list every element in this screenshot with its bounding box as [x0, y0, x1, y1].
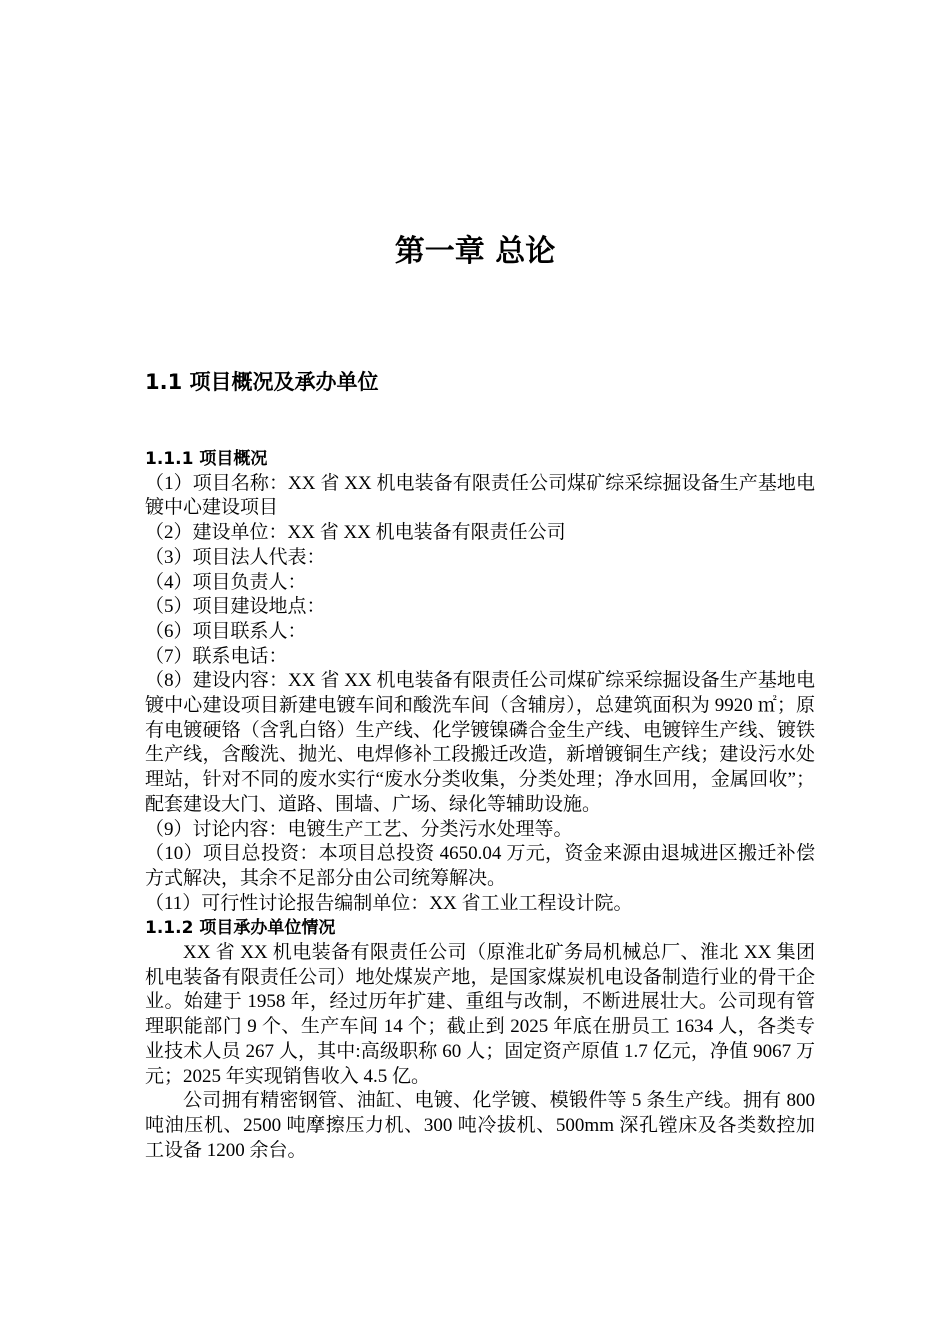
document-body [145, 447, 815, 1163]
company-paragraph: 公司拥有精密钢管、油缸、电镀、化学镀、模锻件等 5 条生产线。拥有 800 吨油压机、2500 吨摩擦压力机、300 吨冷拔机、500mm 深孔镗床及各类数控加工设备 1200 余台。 [145, 1090, 815, 1161]
project-item-contact: （6）项目联系人： [145, 620, 307, 642]
project-item-leader: （4）项目负责人： [145, 571, 307, 593]
project-item-builder: （2）建设单位：XX 省 XX 机电装备有限责任公司 [145, 522, 566, 544]
project-item-discussion: （9）讨论内容：电镀生产工艺、分类污水处理等。 [145, 818, 573, 840]
section-title: 1.1 项目概况及承办单位 [145, 370, 379, 394]
subsection-title-company: 1.1.2 项目承办单位情况 [145, 918, 336, 939]
chapter-title: 第一章 总论 [394, 234, 556, 269]
subsection-title-overview: 1.1.1 项目概况 [145, 449, 268, 469]
project-item-phone: （7）联系电话： [145, 645, 288, 667]
project-item-legal-rep: （3）项目法人代表： [145, 546, 326, 568]
company-paragraph: XX 省 XX 机电装备有限责任公司（原淮北矿务局机械总厂、淮北 XX 集团机电装备有限责任公司）地处煤炭产地，是国家煤炭机电设备制造行业的骨干企业。始建于 1958 年，经过历年扩建、重组与改制，不断进展壮大。公司现有管理职能部门 9 个、生产车间 14 个；截止到 2025 年底在册员工 1634 人，各类专业技术人员 267 人，其中:高级职称 60 人；固定资产原值 1.7 亿元，净值 9067 万元；2025 年实现销售收入 4.5 亿。 [145, 942, 815, 1087]
project-item-investment: （10）项目总投资：本项目总投资 4650.04 万元，资金来源由退城进区搬迁补偿方式解决，其余不足部分由公司统筹解决。 [145, 843, 815, 889]
project-item-report-unit: （11）可行性讨论报告编制单位：XX 省工业工程设计院。 [145, 892, 633, 914]
project-item-location: （5）项目建设地点： [145, 596, 326, 618]
project-item-content: （8）建设内容：XX 省 XX 机电装备有限责任公司煤矿综采综掘设备生产基地电镀中心建设项目新建电镀车间和酸洗车间（含辅房），总建筑面积为 9920 ㎡；原有电镀硬铬（含乳白铬）生产线、化学镀镍磷合金生产线、电镀锌生产线、镀铁生产线，含酸洗、抛光、电焊修补工段搬迁改造，新增镀铜生产线；建设污水处理站，针对不同的废水实行“废水分类收集，分类处理；净水回用，金属回收”；配套建设大门、道路、围墙、广场、绿化等辅助设施。 [145, 670, 815, 815]
project-item-name: （1）项目名称：XX 省 XX 机电装备有限责任公司煤矿综采综掘设备生产基地电镀中心建设项目 [145, 472, 815, 519]
